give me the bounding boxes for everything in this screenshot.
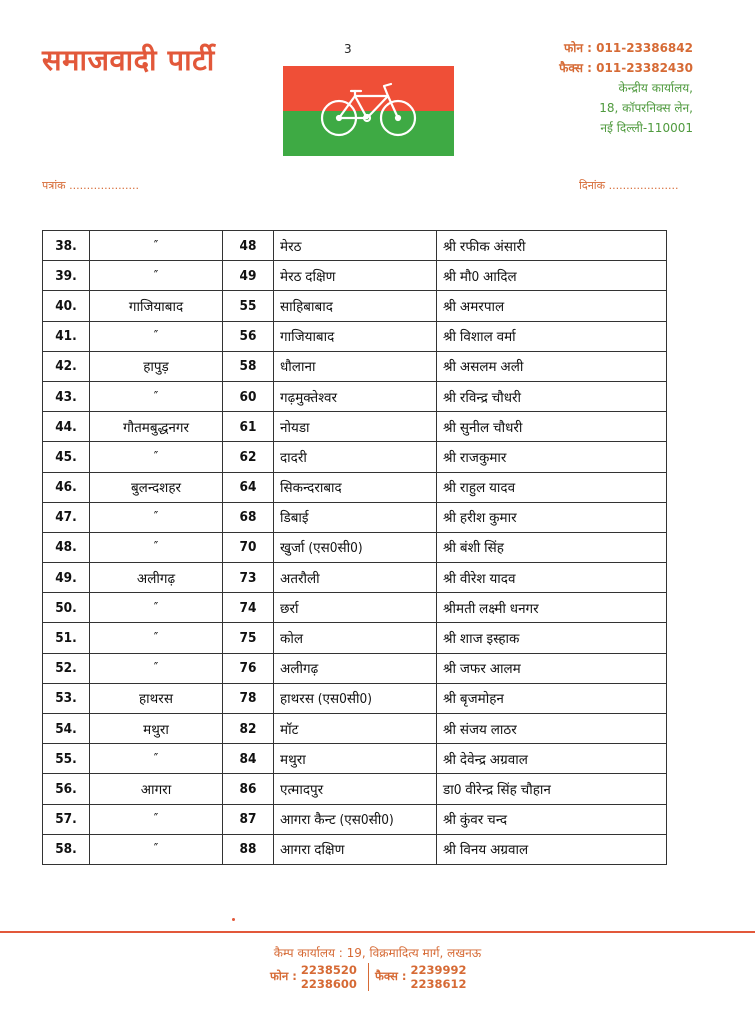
constituency-name: अतरौली xyxy=(274,563,437,593)
constituency-number: 48 xyxy=(223,231,274,261)
candidate-name: श्री शाज इस्हाक xyxy=(437,623,667,653)
serial-number: 50. xyxy=(43,593,90,623)
table-row xyxy=(43,381,667,411)
constituency-name: मेरठ दक्षिण xyxy=(274,261,437,291)
constituency-name: धौलाना xyxy=(274,351,437,381)
serial-number: 49. xyxy=(43,563,90,593)
district-cell: ″ xyxy=(90,532,223,562)
serial-number: 45. xyxy=(43,442,90,472)
table-row xyxy=(43,472,667,502)
footer-fax-1: 2239992 xyxy=(410,963,467,977)
candidate-name: श्री जफर आलम xyxy=(437,653,667,683)
header-phone: फोन : 011-23386842 xyxy=(563,41,693,55)
candidate-name: श्री रविन्द्र चौधरी xyxy=(437,381,667,411)
header-fax: फैक्स : 011-23382430 xyxy=(559,61,693,75)
district-cell: ″ xyxy=(90,261,223,291)
footer-fax xyxy=(368,963,485,991)
constituency-number: 87 xyxy=(223,804,274,834)
address-line-2: 18, कॉपरनिक्स लेन, xyxy=(599,101,693,115)
constituency-number: 86 xyxy=(223,774,274,804)
constituency-name: नोयडा xyxy=(274,412,437,442)
constituency-number: 60 xyxy=(223,381,274,411)
table-row xyxy=(43,412,667,442)
serial-number: 51. xyxy=(43,623,90,653)
constituency-name: एत्मादपुर xyxy=(274,774,437,804)
party-flag xyxy=(283,66,454,156)
footer-fax-2: 2238612 xyxy=(410,977,467,991)
table-row xyxy=(43,774,667,804)
camp-office-address: कैम्प कार्यालय : 19, विक्रमादित्य मार्ग, लखनऊ xyxy=(273,946,482,960)
footer-divider xyxy=(0,931,755,933)
constituency-name: मेरठ xyxy=(274,231,437,261)
district-cell: हापुड़ xyxy=(90,351,223,381)
serial-number: 57. xyxy=(43,804,90,834)
flag-top-band xyxy=(283,66,454,111)
serial-number: 47. xyxy=(43,502,90,532)
serial-number: 43. xyxy=(43,381,90,411)
table-row xyxy=(43,834,667,864)
constituency-number: 88 xyxy=(223,834,274,864)
constituency-name: मॉट xyxy=(274,714,437,744)
candidate-name: श्री कुंवर चन्द xyxy=(437,804,667,834)
serial-number: 58. xyxy=(43,834,90,864)
candidate-name: डा0 वीरेन्द्र सिंह चौहान xyxy=(437,774,667,804)
serial-number: 44. xyxy=(43,412,90,442)
constituency-name: खुर्जा (एस0सी0) xyxy=(274,532,437,562)
district-cell: आगरा xyxy=(90,774,223,804)
serial-number: 40. xyxy=(43,291,90,321)
constituency-number: 55 xyxy=(223,291,274,321)
district-cell: ″ xyxy=(90,381,223,411)
candidate-name: श्री सुनील चौधरी xyxy=(437,412,667,442)
candidate-name: श्री मौ0 आदिल xyxy=(437,261,667,291)
serial-number: 46. xyxy=(43,472,90,502)
district-cell: हाथरस xyxy=(90,683,223,713)
constituency-number: 74 xyxy=(223,593,274,623)
serial-number: 53. xyxy=(43,683,90,713)
footer-phone xyxy=(270,963,372,991)
serial-number: 38. xyxy=(43,231,90,261)
constituency-name: गढ़मुक्तेश्वर xyxy=(274,381,437,411)
constituency-name: हाथरस (एस0सी0) xyxy=(274,683,437,713)
date-label: दिनांक .................... xyxy=(579,179,679,192)
district-cell: मथुरा xyxy=(90,714,223,744)
serial-number: 54. xyxy=(43,714,90,744)
district-cell: ″ xyxy=(90,231,223,261)
constituency-name: मथुरा xyxy=(274,744,437,774)
constituency-name: सिकन्दराबाद xyxy=(274,472,437,502)
candidate-name: श्री असलम अली xyxy=(437,351,667,381)
constituency-name: आगरा दक्षिण xyxy=(274,834,437,864)
district-cell: गाजियाबाद xyxy=(90,291,223,321)
candidate-name: श्री अमरपाल xyxy=(437,291,667,321)
serial-number: 41. xyxy=(43,321,90,351)
candidate-name: श्री विनय अग्रवाल xyxy=(437,834,667,864)
footer-phone-1: 2238520 xyxy=(300,963,357,977)
district-cell: ″ xyxy=(90,804,223,834)
constituency-name: आगरा कैन्ट (एस0सी0) xyxy=(274,804,437,834)
address-line-3: नई दिल्ली-110001 xyxy=(600,121,693,135)
constituency-name: अलीगढ़ xyxy=(274,653,437,683)
district-cell: गौतमबुद्धनगर xyxy=(90,412,223,442)
table-row xyxy=(43,261,667,291)
footer-contact xyxy=(240,963,500,993)
table-row xyxy=(43,442,667,472)
constituency-number: 56 xyxy=(223,321,274,351)
candidate-name: श्री बृजमोहन xyxy=(437,683,667,713)
serial-number: 48. xyxy=(43,532,90,562)
footer-phone-2: 2238600 xyxy=(300,977,357,991)
constituency-number: 61 xyxy=(223,412,274,442)
candidate-name: श्री बंशी सिंह xyxy=(437,532,667,562)
table-row xyxy=(43,291,667,321)
district-cell: ″ xyxy=(90,321,223,351)
district-cell: अलीगढ़ xyxy=(90,563,223,593)
footer-fax-label: फैक्स : xyxy=(375,969,407,983)
constituency-number: 76 xyxy=(223,653,274,683)
district-cell: ″ xyxy=(90,502,223,532)
table-row xyxy=(43,593,667,623)
candidate-name: श्रीमती लक्ष्मी धनगर xyxy=(437,593,667,623)
party-name: समाजवादी पार्टी xyxy=(42,43,215,77)
table-row xyxy=(43,351,667,381)
constituency-name: कोल xyxy=(274,623,437,653)
constituency-name: गाजियाबाद xyxy=(274,321,437,351)
candidate-name: श्री संजय लाठर xyxy=(437,714,667,744)
table-row xyxy=(43,714,667,744)
table-row xyxy=(43,653,667,683)
candidate-name: श्री हरीश कुमार xyxy=(437,502,667,532)
candidate-name: श्री रफीक अंसारी xyxy=(437,231,667,261)
page-number: 3 xyxy=(344,42,352,56)
serial-number: 56. xyxy=(43,774,90,804)
table-row xyxy=(43,321,667,351)
constituency-name: डिबाई xyxy=(274,502,437,532)
candidate-name: श्री राहुल यादव xyxy=(437,472,667,502)
serial-number: 55. xyxy=(43,744,90,774)
constituency-number: 73 xyxy=(223,563,274,593)
district-cell: बुलन्दशहर xyxy=(90,472,223,502)
district-cell: ″ xyxy=(90,744,223,774)
table-row xyxy=(43,804,667,834)
constituency-number: 78 xyxy=(223,683,274,713)
table-row xyxy=(43,502,667,532)
district-cell: ″ xyxy=(90,653,223,683)
footer-phone-label: फोन : xyxy=(270,969,297,983)
constituency-number: 68 xyxy=(223,502,274,532)
constituency-number: 58 xyxy=(223,351,274,381)
constituency-name: छर्रा xyxy=(274,593,437,623)
constituency-number: 62 xyxy=(223,442,274,472)
constituency-number: 75 xyxy=(223,623,274,653)
constituency-name: साहिबाबाद xyxy=(274,291,437,321)
contact-block xyxy=(473,38,693,138)
constituency-number: 64 xyxy=(223,472,274,502)
constituency-name: दादरी xyxy=(274,442,437,472)
serial-number: 39. xyxy=(43,261,90,291)
candidate-name: श्री देवेन्द्र अग्रवाल xyxy=(437,744,667,774)
serial-number: 42. xyxy=(43,351,90,381)
table-row xyxy=(43,532,667,562)
district-cell: ″ xyxy=(90,834,223,864)
reference-label: पत्रांक .................... xyxy=(42,179,140,192)
constituency-number: 49 xyxy=(223,261,274,291)
constituency-number: 82 xyxy=(223,714,274,744)
ink-dot xyxy=(232,918,235,921)
district-cell: ″ xyxy=(90,442,223,472)
table-row xyxy=(43,563,667,593)
district-cell: ″ xyxy=(90,593,223,623)
candidate-table xyxy=(42,230,667,865)
constituency-number: 70 xyxy=(223,532,274,562)
table-row xyxy=(43,623,667,653)
table-row xyxy=(43,683,667,713)
district-cell: ″ xyxy=(90,623,223,653)
candidate-name: श्री राजकुमार xyxy=(437,442,667,472)
constituency-number: 84 xyxy=(223,744,274,774)
table-row xyxy=(43,744,667,774)
table-row xyxy=(43,231,667,261)
serial-number: 52. xyxy=(43,653,90,683)
address-line-1: केन्द्रीय कार्यालय, xyxy=(618,81,693,95)
candidate-name: श्री वीरेश यादव xyxy=(437,563,667,593)
candidate-name: श्री विशाल वर्मा xyxy=(437,321,667,351)
